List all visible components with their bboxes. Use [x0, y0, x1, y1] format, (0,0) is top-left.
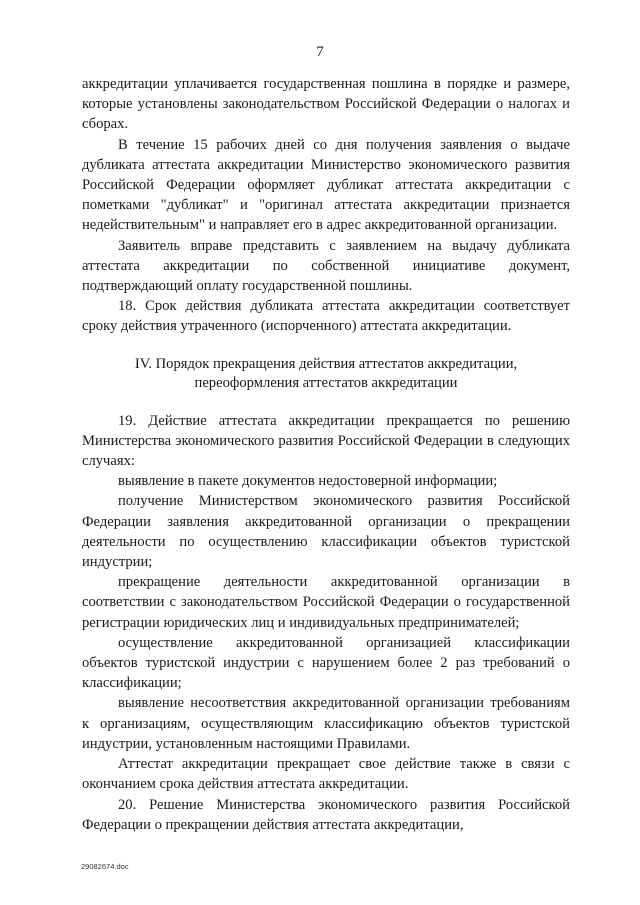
section-heading-line: переоформления аттестатов аккредитации — [194, 374, 458, 391]
paragraph: аккредитации уплачивается государственная пошлина в порядке и размере, которые установлены законодательством Российской Федерации о налогах и сборах. — [82, 76, 570, 133]
page-number: 7 — [316, 44, 324, 60]
paragraph: 20. Решение Министерства экономического развития Российской Федерации о прекращении действия аттестата аккредитации, — [82, 796, 570, 833]
list-item: выявление несоответствия аккредитованной организации требованиям к организациям, осуществляющим классификацию объектов туристской индустрии, установленным настоящими Правилами. — [82, 695, 570, 752]
list-item: получение Министерством экономического развития Российской Федерации заявления аккредитованной организации о прекращении деятельности по осуществлению классификации объектов туристской индустрии; — [82, 493, 570, 571]
paragraph: Заявитель вправе представить с заявлением на выдачу дубликата аттестата аккредитации по собственной инициативе документ, подтверждающий оплату государственной пошлины. — [82, 237, 570, 295]
paragraph: 18. Срок действия дубликата аттестата аккредитации соответствует сроку действия утраченного (испорченного) аттестата аккредитации. — [82, 298, 570, 335]
document-body — [82, 74, 570, 835]
paragraph: Аттестат аккредитации прекращает свое действие также в связи с окончанием срока действия аттестата аккредитации. — [82, 756, 570, 793]
document-code: 29082674.doc — [81, 862, 129, 871]
list-item: выявление в пакете документов недостоверной информации; — [118, 473, 498, 490]
section-heading-line: IV. Порядок прекращения действия аттестатов аккредитации, — [134, 355, 518, 372]
list-item: прекращение деятельности аккредитованной организации в соответствии с законодательством Российской Федерации о государственной регистрации юридических лиц и индивидуальных предпринимателей; — [82, 574, 570, 631]
paragraph: 19. Действие аттестата аккредитации прекращается по решению Министерства экономического развития Российской Федерации в следующих случаях: — [82, 412, 570, 470]
paragraph: В течение 15 рабочих дней со дня получения заявления о выдаче дубликата аттестата аккредитации Министерство экономического развития Российской Федерации оформляет дубликат аттестата аккредитации с пометками "дубликат" и "оригинал аттестата аккредитации признается недействительным" и направляет его в адрес аккредитованной организации. — [82, 136, 570, 234]
list-item: осуществление аккредитованной организацией классификации объектов туристской индустрии с нарушением более 2 раз требований о классификации; — [82, 634, 570, 692]
section-heading — [82, 355, 570, 393]
